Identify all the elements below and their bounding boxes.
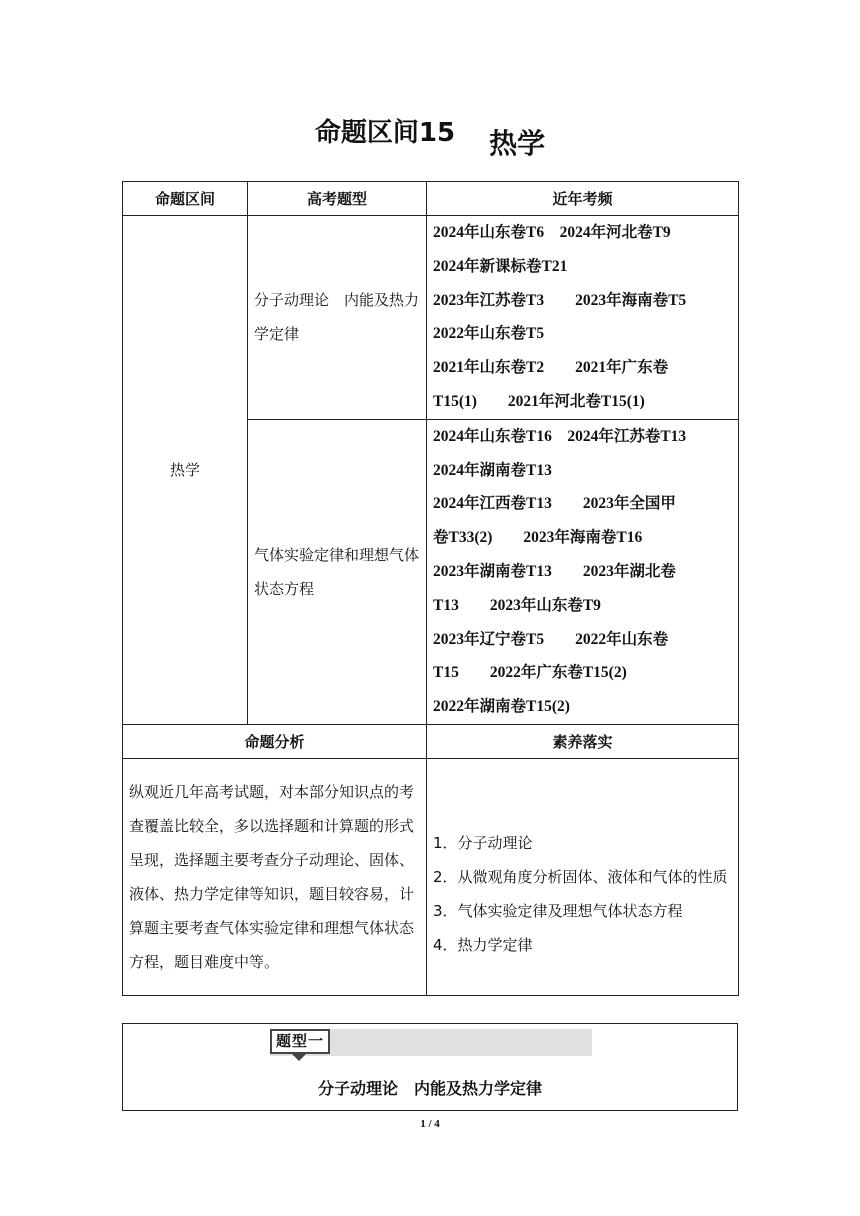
freq-line: 2022年湖南卷T15(2) [433,698,570,716]
freq-line: 2024年江西卷T13 2023年全国甲 [433,495,676,513]
freq-line: T13 2023年山东卷T9 [433,596,601,614]
section-title: 分子动理论 内能及热力学定律 [317,1079,542,1098]
header-frequency: 近年考频 [427,182,739,216]
section-tag: 题型一 [270,1029,330,1054]
page-number: 1 / 4 [420,1118,440,1130]
question-type-section [122,1023,738,1111]
freq-line: 2024年山东卷T6 2024年河北卷T9 [433,224,671,241]
analysis-row [123,758,739,995]
freq-line: 2023年江苏卷T3 2023年海南卷T5 [433,291,687,309]
title-topic: 热学 [489,127,546,160]
freq-line: 2024年山东卷T16 2024年江苏卷T13 [433,427,687,445]
type-cell: 分子动理论 内能及热力学定律 [248,216,427,420]
freq-line: 2023年湖南卷T13 2023年湖北卷 [433,562,676,580]
frequency-cell [427,216,739,420]
section-banner [270,1029,592,1056]
freq-line: 2021年山东卷T2 2021年广东卷 [433,359,669,377]
freq-line: 卷T33(2) 2023年海南卷T16 [433,529,643,547]
banner-arrow-icon [292,1054,306,1061]
literacy-item: 1．分子动理论 [433,833,533,852]
literacy-item: 2．从微观角度分析固体、液体和气体的性质 [433,867,728,886]
type-cell: 气体实验定律和理想气体状态方程 [248,419,427,724]
freq-line: 2022年山东卷T5 [433,325,545,343]
literacy-item: 3．气体实验定律及理想气体状态方程 [433,901,683,920]
freq-line: T15(1) 2021年河北卷T15(1) [433,392,645,410]
literacy-item: 4．热力学定律 [433,935,533,954]
category-cell: 热学 [123,216,248,725]
title-main: 命题区间15 [314,118,456,148]
page-title [0,112,860,162]
frequency-cell [427,419,739,724]
literacy-cell [427,758,739,995]
freq-line: T15 2022年广东卷T15(2) [433,664,627,682]
analysis-header-row [123,724,739,758]
exam-frequency-table [122,181,739,996]
header-category: 命题区间 [123,182,248,216]
header-type: 高考题型 [248,182,427,216]
freq-line: 2024年新课标卷T21 [433,257,568,275]
analysis-cell: 纵观近几年高考试题，对本部分知识点的考查覆盖比较全，多以选择题和计算题的形式呈现，选择题主要考查分子动理论、固体、液体、热力学定律等知识，题目较容易，计算题主要考查气体实验定律和理想气体状态方程，题目难度中等。 [123,758,427,995]
table-header-row [123,182,739,216]
table-row [123,216,739,420]
freq-line: 2024年湖南卷T13 [433,461,552,479]
header-analysis: 命题分析 [123,724,427,758]
freq-line: 2023年辽宁卷T5 2022年山东卷 [433,630,669,648]
header-literacy: 素养落实 [427,724,739,758]
